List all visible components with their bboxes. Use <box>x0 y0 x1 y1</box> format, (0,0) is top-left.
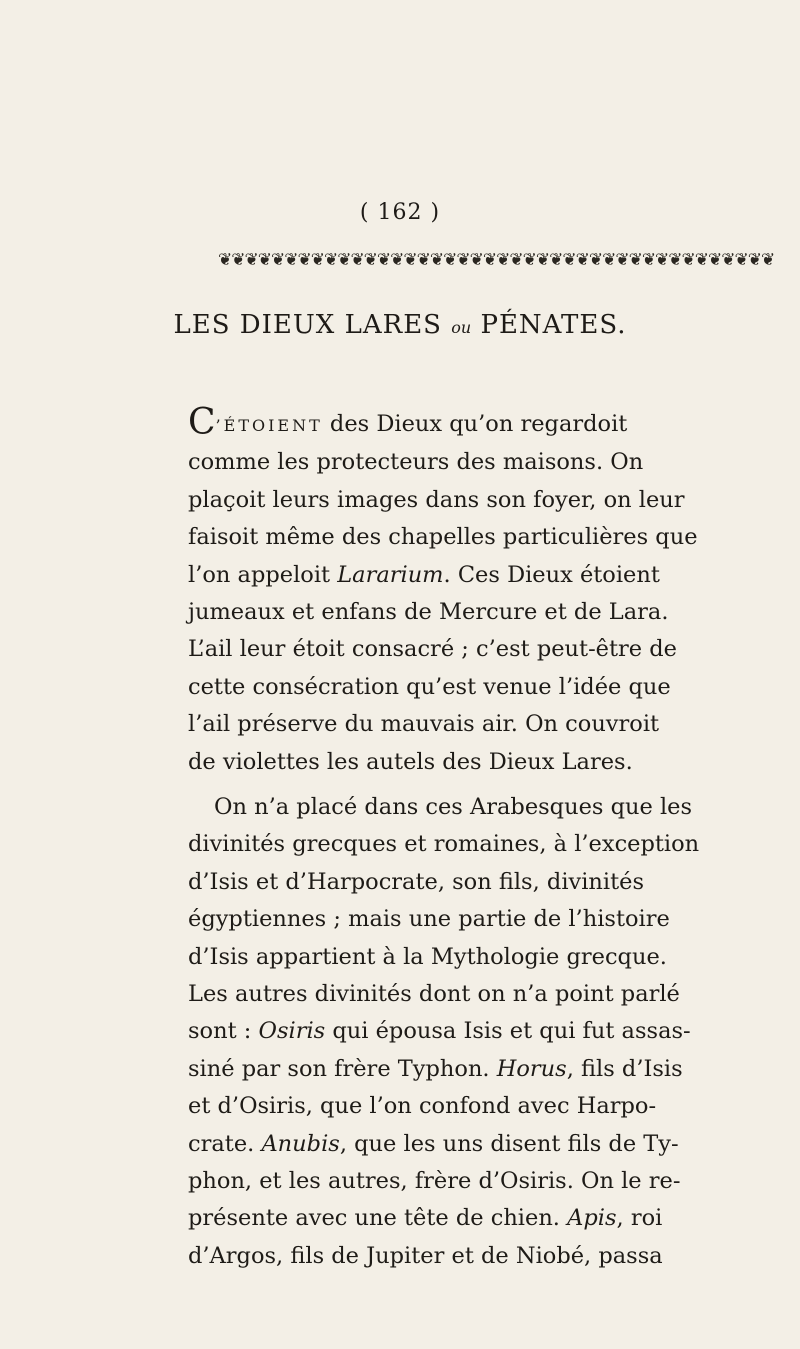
text-line: divinités grecques et romaines, à l’exception <box>188 831 700 858</box>
text-span: , que les uns disent fils de Ty- <box>339 1130 679 1157</box>
italic-name: Osiris <box>258 1018 326 1045</box>
text-line: d’Argos, fils de Jupiter et de Niobé, passa <box>188 1242 663 1269</box>
title-conjunction: ou <box>451 318 472 337</box>
text-line <box>188 402 658 444</box>
title-end: PÉNATES. <box>480 310 627 340</box>
text-line: phon, et les autres, frère d’Osiris. On le re- <box>188 1168 681 1195</box>
small-caps-word: ’ÉTOIENT <box>215 416 323 435</box>
text-line: d’Isis appartient à la Mythologie grecque. <box>188 943 667 970</box>
italic-name: Anubis <box>261 1130 340 1157</box>
text-span: présente avec une tête de chien. <box>188 1205 568 1232</box>
text-line: plaçoit leurs images dans son foyer, on leur <box>188 486 685 513</box>
text-line: cette consécration qu’est venue l’idée que <box>188 673 671 700</box>
text-line: L’ail leur étoit consacré ; c’est peut-être de <box>188 636 677 663</box>
text-line: et d’Osiris, que l’on confond avec Harpo- <box>188 1093 657 1120</box>
text-line: d’Isis et d’Harpocrate, son fils, divinités <box>188 868 645 895</box>
text-span: . Ces Dieux étoient <box>443 561 660 588</box>
text-line: l’ail préserve du mauvais air. On couvroit <box>188 711 660 738</box>
text-line: de violettes les autels des Dieux Lares. <box>188 748 633 775</box>
paragraph-1 <box>188 402 698 781</box>
text-span: siné par son frère Typhon. <box>188 1055 497 1082</box>
page-number: ( 162 ) <box>359 200 441 225</box>
text-line <box>188 557 658 594</box>
text-line: faisoit même des chapelles particulières que <box>188 524 698 551</box>
drop-cap: C <box>188 402 216 443</box>
text-span: crate. <box>188 1130 262 1157</box>
title-main: LES DIEUX LARES <box>173 310 442 340</box>
text-span: sont : <box>188 1018 259 1045</box>
text-span: , fils d’Isis <box>566 1055 683 1082</box>
text-line: On n’a placé dans ces Arabesques que les <box>214 794 693 820</box>
italic-name: Horus <box>496 1055 567 1082</box>
text-span: l’on appeloit <box>188 561 338 588</box>
text-line <box>188 1051 683 1088</box>
text-line: comme les protecteurs des maisons. On <box>188 449 644 476</box>
text-span: , roi <box>616 1205 663 1232</box>
text-line <box>188 1126 679 1163</box>
italic-term: Lararium <box>337 561 444 588</box>
text-span: qui épousa Isis et qui fut assas- <box>325 1018 691 1045</box>
text-line: jumeaux et enfans de Mercure et de Lara. <box>188 599 669 626</box>
text-line: égyptiennes ; mais une partie de l’histoire <box>188 906 670 933</box>
chapter-title <box>0 310 800 340</box>
text-span: des Dieux qu’on regardoit <box>322 411 628 437</box>
italic-name: Apis <box>567 1205 617 1232</box>
text-line: Les autres divinités dont on n’a point parlé <box>188 981 680 1008</box>
text-line <box>188 1013 691 1050</box>
ornament-band: ❦❦❦❦❦❦❦❦❦❦❦❦❦❦❦❦❦❦❦❦❦❦❦❦❦❦❦❦❦❦❦❦❦❦❦❦❦❦❦❦❦❦ <box>218 250 775 270</box>
paragraph-2 <box>188 789 700 1275</box>
text-line <box>188 1200 663 1237</box>
